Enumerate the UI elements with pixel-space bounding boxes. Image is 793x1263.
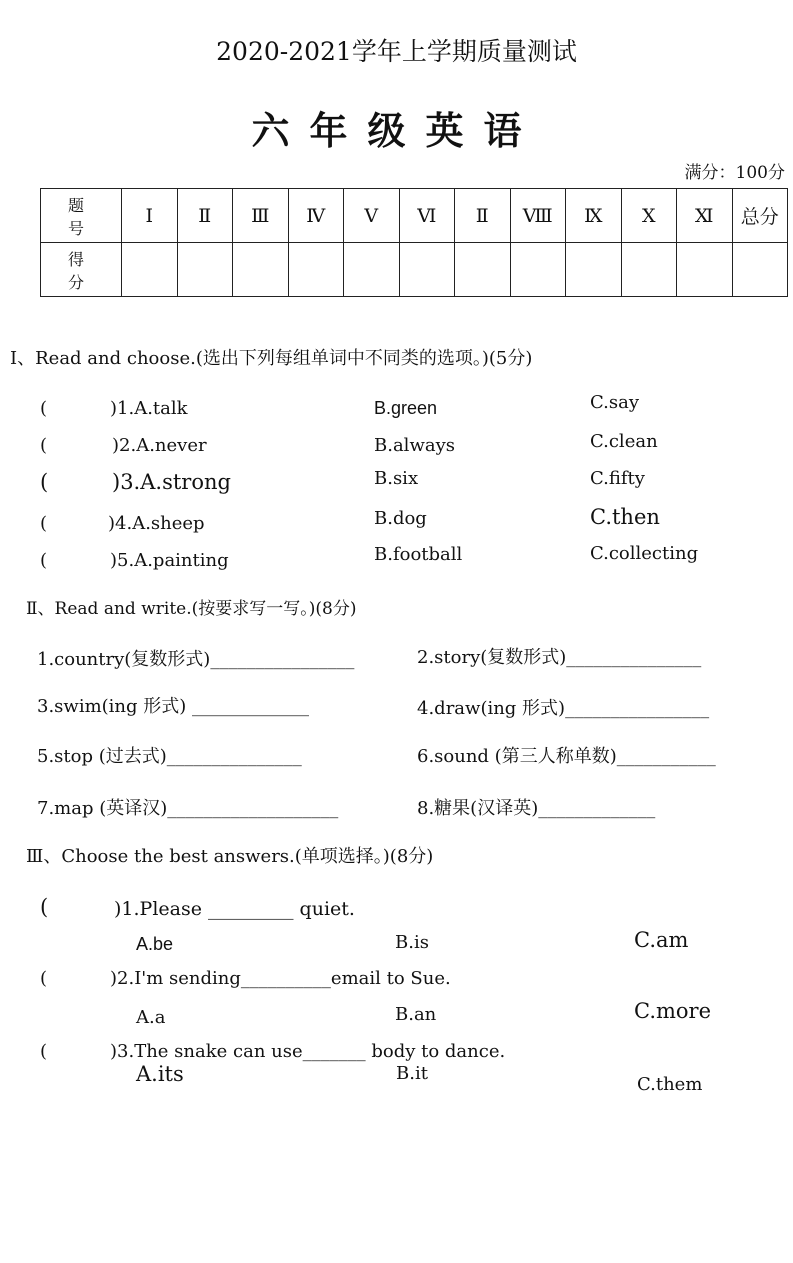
s1-q5-b: B.football bbox=[374, 544, 463, 565]
row-label-question-number: 题 号 bbox=[41, 189, 122, 243]
s3-q3-paren: ( bbox=[40, 1041, 48, 1062]
col-header: Ⅸ bbox=[566, 189, 622, 243]
s2-item-5: 5.stop (过去式)_______________ bbox=[37, 746, 302, 767]
score-cell bbox=[566, 243, 622, 297]
s3-q1-stem: )1.Please _________ quiet. bbox=[114, 898, 355, 920]
s1-q4-b: B.dog bbox=[374, 508, 427, 529]
col-header: Ⅹ bbox=[621, 189, 677, 243]
score-table-header-row bbox=[41, 189, 788, 243]
s1-q1-a: )1.A.talk bbox=[110, 398, 188, 419]
s1-q3-a: )3.A.strong bbox=[112, 470, 231, 494]
s1-q1-b: B.green bbox=[374, 398, 438, 418]
s2-item-1: 1.country(复数形式)________________ bbox=[37, 649, 355, 670]
s2-item-4: 4.draw(ing 形式)________________ bbox=[417, 698, 710, 719]
score-cell bbox=[233, 243, 289, 297]
s1-q4-c: C.then bbox=[590, 505, 660, 529]
s3-q3-b: B.it bbox=[396, 1063, 428, 1084]
s1-q2-a: )2.A.never bbox=[112, 435, 207, 456]
s3-q2-stem: )2.I'm sending__________email to Sue. bbox=[110, 968, 451, 989]
full-score: 满分：100分 bbox=[684, 163, 785, 183]
s1-q2-paren: ( bbox=[40, 435, 48, 456]
s3-q1-a: A.be bbox=[136, 934, 174, 954]
s3-q1-c: C.am bbox=[634, 928, 689, 952]
col-header: Ⅺ bbox=[677, 189, 733, 243]
s1-q5-a: )5.A.painting bbox=[110, 550, 229, 571]
score-table bbox=[40, 188, 788, 297]
col-header-total: 总分 bbox=[732, 189, 788, 243]
subject-title: 六年级英语 bbox=[251, 108, 542, 153]
s3-q3-stem: )3.The snake can use_______ body to dance. bbox=[110, 1041, 506, 1062]
col-header: Ⅳ bbox=[288, 189, 344, 243]
section2-heading: Ⅱ、Read and write.(按要求写一写。)(8分) bbox=[26, 599, 357, 619]
score-cell bbox=[399, 243, 455, 297]
s3-q3-c: C.them bbox=[637, 1074, 703, 1095]
col-header: Ⅴ bbox=[344, 189, 400, 243]
score-cell bbox=[621, 243, 677, 297]
s1-q3-b: B.six bbox=[374, 468, 419, 489]
s1-q2-c: C.clean bbox=[590, 431, 658, 452]
s3-q2-b: B.an bbox=[395, 1004, 437, 1025]
s3-q2-paren: ( bbox=[40, 968, 48, 989]
col-header: Ⅱ bbox=[455, 189, 511, 243]
s1-q5-c: C.collecting bbox=[590, 543, 699, 564]
s1-q3-c: C.fifty bbox=[590, 468, 645, 489]
score-table-score-row bbox=[41, 243, 788, 297]
col-header: Ⅰ bbox=[122, 189, 178, 243]
score-cell bbox=[288, 243, 344, 297]
s2-item-3: 3.swim(ing 形式) _____________ bbox=[37, 696, 310, 717]
s1-q5-paren: ( bbox=[40, 550, 48, 571]
s1-q1-paren: ( bbox=[40, 398, 48, 419]
s2-item-8: 8.糖果(汉译英)_____________ bbox=[417, 798, 656, 819]
section3-heading: Ⅲ、Choose the best answers.(单项选择。)(8分) bbox=[26, 846, 434, 867]
s3-q2-a: A.a bbox=[136, 1007, 166, 1028]
col-header: Ⅵ bbox=[399, 189, 455, 243]
s2-item-6: 6.sound (第三人称单数)___________ bbox=[417, 746, 716, 767]
s2-item-2: 2.story(复数形式)_______________ bbox=[417, 647, 702, 668]
s3-q1-paren: ( bbox=[40, 895, 49, 919]
s1-q2-b: B.always bbox=[374, 435, 455, 456]
score-cell bbox=[122, 243, 178, 297]
col-header: Ⅲ bbox=[233, 189, 289, 243]
s2-item-7: 7.map (英译汉)___________________ bbox=[37, 798, 339, 819]
score-cell bbox=[177, 243, 233, 297]
col-header: Ⅱ bbox=[177, 189, 233, 243]
score-cell bbox=[510, 243, 566, 297]
s3-q1-b: B.is bbox=[395, 932, 429, 953]
s3-q2-c: C.more bbox=[634, 999, 712, 1023]
score-cell bbox=[455, 243, 511, 297]
exam-title: 2020-2021学年上学期质量测试 bbox=[216, 37, 577, 66]
score-cell bbox=[344, 243, 400, 297]
s1-q1-c: C.say bbox=[590, 392, 639, 413]
s1-q3-paren: ( bbox=[40, 470, 49, 494]
score-cell bbox=[677, 243, 733, 297]
s3-q3-a: A.its bbox=[136, 1062, 184, 1086]
col-header: Ⅷ bbox=[510, 189, 566, 243]
s1-q4-a: )4.A.sheep bbox=[108, 513, 205, 534]
s1-q4-paren: ( bbox=[40, 513, 48, 534]
section1-heading: Ⅰ、Read and choose.(选出下列每组单词中不同类的选项。)(5分) bbox=[10, 348, 533, 369]
row-label-score: 得 分 bbox=[41, 243, 122, 297]
score-cell-total bbox=[732, 243, 788, 297]
